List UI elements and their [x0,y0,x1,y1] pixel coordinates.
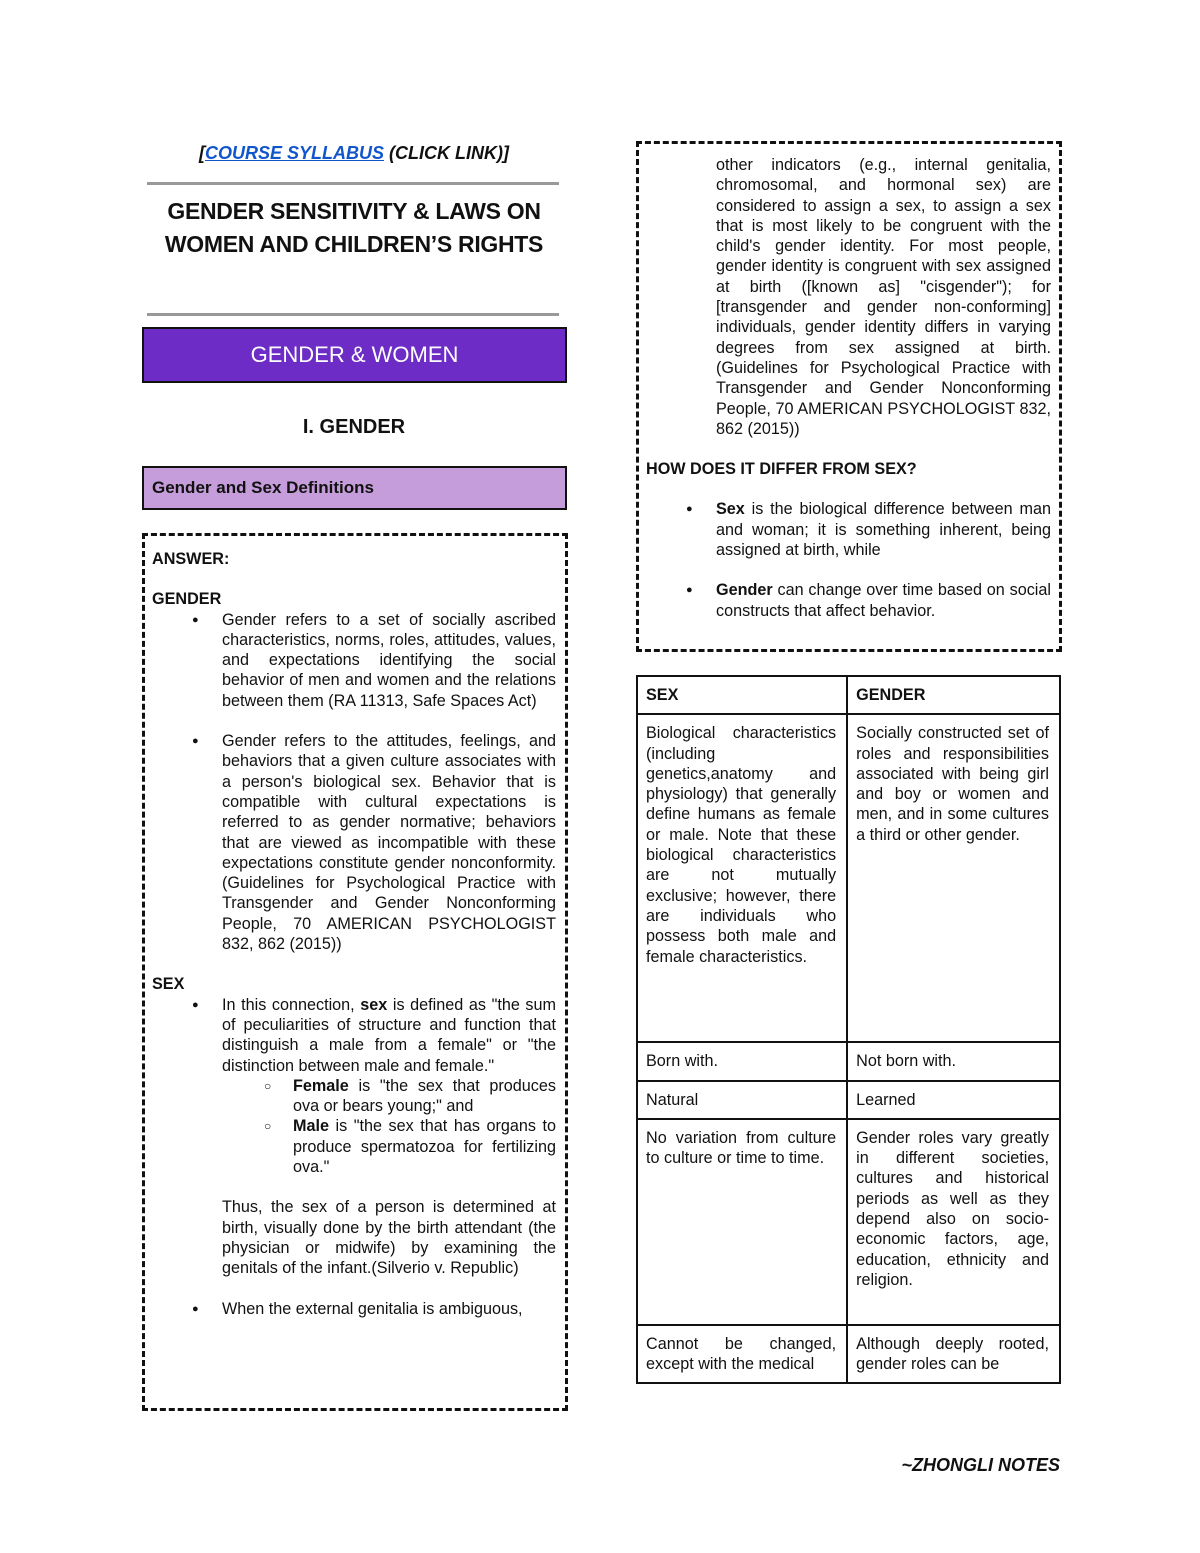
table-cell: Cannot be changed, except with the medical [637,1325,847,1384]
table-row [637,714,1060,1042]
ambiguous-bullet: ● When the external genitalia is ambiguous, [152,1299,556,1319]
table-row [637,1325,1060,1384]
sex-b1-bold: sex [360,995,388,1014]
female-bold: Female [293,1076,349,1095]
male-sub-bullet [152,1116,556,1177]
table-row [637,1081,1060,1119]
sex-b1-pre: In this connection, [222,995,361,1014]
table-cell: Socially constructed set of roles and responsibilities associated with being girl and boy or women and men, and in some cultures a third or other gender. [847,714,1060,1042]
subheading-text: Gender and Sex Definitions [152,478,374,497]
male-text: is "the sex that has organs to produce spermatozoa for fertilizing ova." [293,1117,556,1177]
sex-gender-table [636,675,1061,1384]
table-cell: Biological characteristics (including genetics,anatomy and physiology) that generally define humans as female or male. Note that these biological characteristics are not mutually exclusive; however, there are individuals who possess both male and female characteristics. [637,714,847,1042]
header-gender: GENDER [847,676,1060,714]
sex-diff-text: is the biological difference between man and woman; it is something inherent, being assigned at birth, while [716,500,1051,560]
table-row [637,1119,1060,1325]
divider-top [147,182,559,185]
difference-question: HOW DOES IT DIFFER FROM SEX? [646,460,917,479]
course-syllabus-line [142,143,566,164]
table-cell: Not born with. [847,1042,1060,1080]
gender-bullet-1: ● Gender refers to a set of socially ascribed characteristics, norms, roles, attitudes, values, and expectations identifying the social behavior of men and women and the relations between them (RA 11313, Safe Spaces Act) [152,610,556,711]
divider-bottom [147,313,559,316]
header-sex: SEX [637,676,847,714]
thus-paragraph: Thus, the sex of a person is determined at birth, visually done by the birth attendant (the physician or midwife) by examining the genitals of the infant.(Silverio v. Republic) [222,1198,556,1278]
gender-diff-text: can change over time based on social constructs that affect behavior. [716,581,1051,620]
sex-diff-bold: Sex [716,500,745,519]
bracket-open: [ [199,143,205,163]
female-sub-bullet [152,1076,556,1117]
subheading-box [142,466,567,510]
sex-bullet-1 [152,995,556,1076]
female-text: is "the sex that produces ova or bears young;" and [293,1076,556,1116]
course-syllabus-link[interactable]: COURSE SYLLABUS [205,143,385,163]
table-cell: Gender roles vary greatly in different societies, cultures and historical periods as well as they depend also on socio-economic factors, age, education, ethnicity and religion. [847,1119,1060,1325]
gender-label: GENDER [152,590,222,609]
table-cell: Natural [637,1081,847,1119]
section-heading: I. GENDER [302,416,406,438]
sex-difference-bullet [646,499,1051,560]
gender-bullet-2: ● Gender refers to the attitudes, feelings, and behaviors that a given culture associates with a person's biological sex. Behavior that is compatible with cultural expectations is referred to as gender normative; behaviors that are viewed as incompatible with these expectations constitute gender nonconformity. (Guidelines for Psychological Practice with Transgender and Gender Nonconforming People, 70 AMERICAN PSYCHOLOGIST 832, 862 (2015)) [152,731,556,954]
syllabus-suffix: (CLICK LINK)] [384,143,509,163]
table-cell: No variation from culture to culture or time to time. [637,1119,847,1325]
footer-signature: ~ZHONGLI NOTES [901,1455,1060,1475]
table-cell: Although deeply rooted, gender roles can be [847,1325,1060,1384]
table-header-row [637,676,1060,714]
table-cell: Born with. [637,1042,847,1080]
section-banner: GENDER & WOMEN [142,327,567,383]
document-title: GENDER SENSITIVITY & LAWS ON WOMEN AND CHILDREN’S RIGHTS [164,198,544,257]
gender-diff-bold: Gender [716,581,773,600]
continuation-box [636,141,1062,652]
answer-label: ANSWER: [152,550,230,568]
sex-label: SEX [152,975,185,994]
continued-paragraph: other indicators (e.g., internal genitalia, chromosomal, and hormonal sex) are considered to assign a sex, to assign a sex that is most likely to be congruent with the child's gender identity. For most people, gender identity is congruent with sex assigned at birth ([known as] "cisgender"); for [transgender and gender non-conforming] individuals, gender identity differs in varying degrees from sex assigned at birth. (Guidelines for Psychological Practice with Transgender and Gender Nonconforming People, 70 AMERICAN PSYCHOLOGIST 832, 862 (2015)) [716,156,1051,438]
table-cell: Learned [847,1081,1060,1119]
male-bold: Male [293,1117,329,1136]
table-row [637,1042,1060,1080]
gender-difference-bullet [646,580,1051,621]
answer-box [142,533,568,1411]
sex-b1-post: is defined as "the sum of peculiarities of structure and function that distinguish a male from a female" or "the distinction between male and female." [222,995,556,1075]
